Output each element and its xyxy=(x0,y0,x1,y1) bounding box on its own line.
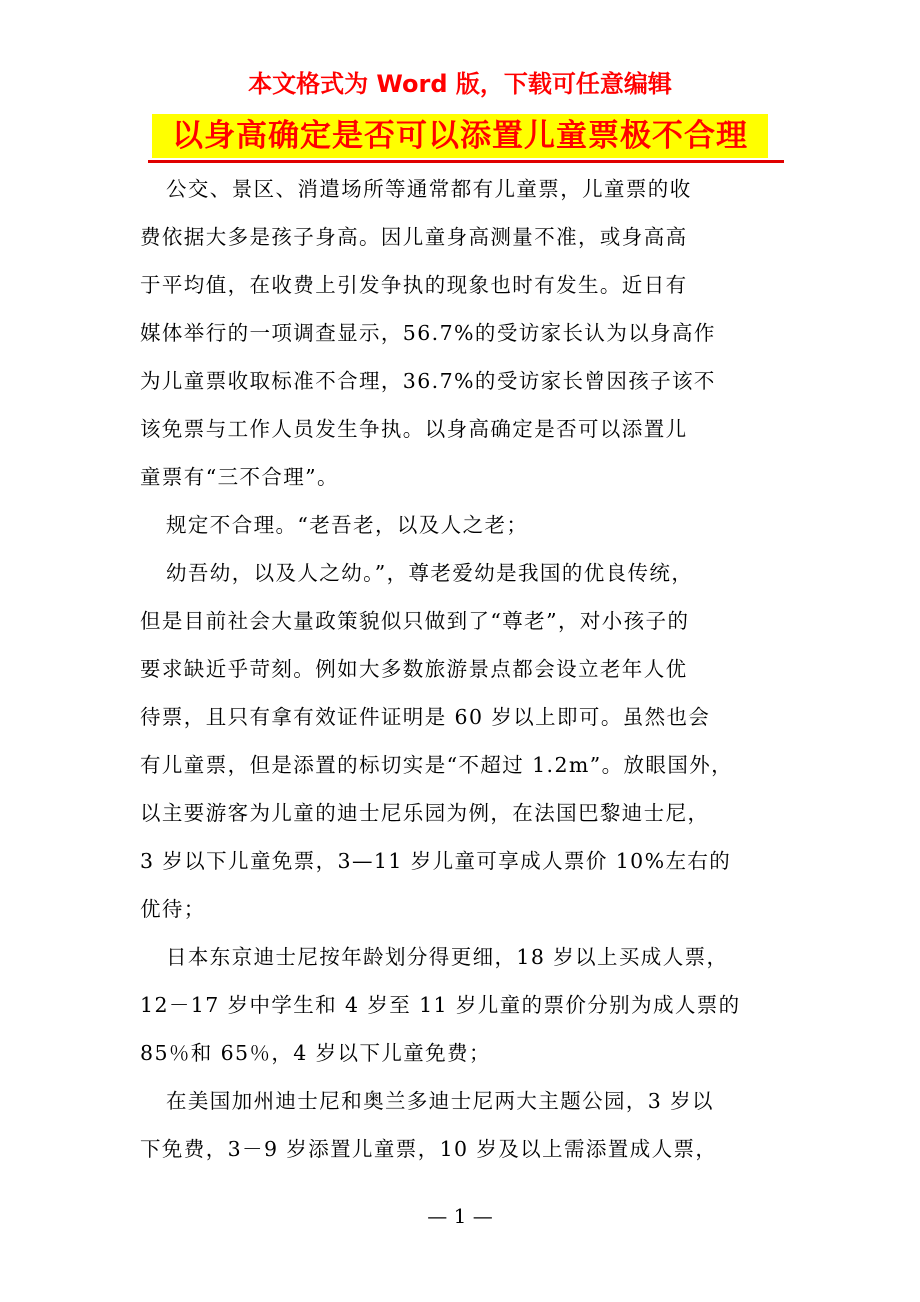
paragraph-line: 幼吾幼，以及人之幼。”，尊老爱幼是我国的优良传统， xyxy=(166,561,694,585)
paragraph-line: 媒体举行的一项调查显示，56.7%的受访家长认为以身高作 xyxy=(140,321,716,345)
paragraph-line: 为儿童票收取标准不合理，36.7%的受访家长曾因孩子该不 xyxy=(140,369,716,393)
paragraph-line: 优待； xyxy=(140,897,206,921)
format-notice: 本文格式为 Word 版，下载可任意编辑 xyxy=(248,70,672,98)
paragraph-line: 以主要游客为儿童的迪士尼乐园为例，在法国巴黎迪士尼， xyxy=(140,801,710,825)
title-underline xyxy=(148,114,784,163)
paragraph-line: 该免票与工作人员发生争执。以身高确定是否可以添置儿 xyxy=(140,417,688,441)
document-body xyxy=(140,168,780,1176)
paragraph-line: 下免费，3－9 岁添置儿童票，10 岁及以上需添置成人票， xyxy=(140,1137,718,1161)
paragraph-line: 童票有“三不合理”。 xyxy=(140,465,339,489)
paragraph-line: 费依据大多是孩子身高。因儿童身高测量不准，或身高高 xyxy=(140,225,688,249)
paragraph-line: 规定不合理。“老吾老，以及人之老； xyxy=(166,513,529,537)
document-title: 以身高确定是否可以添置儿童票极不合理 xyxy=(152,114,768,158)
paragraph-line: 85％和 65％，4 岁以下儿童免费； xyxy=(140,1041,491,1065)
paragraph-line: 待票，且只有拿有效证件证明是 60 岁以上即可。虽然也会 xyxy=(140,705,711,729)
page-number: — 1 — xyxy=(427,1204,493,1228)
paragraph-line: 在美国加州迪士尼和奥兰多迪士尼两大主题公园，3 岁以 xyxy=(166,1089,714,1113)
paragraph-line: 要求缺近乎苛刻。例如大多数旅游景点都会设立老年人优 xyxy=(140,657,688,681)
paragraph-line: 但是目前社会大量政策貌似只做到了“尊老”，对小孩子的 xyxy=(140,609,690,633)
paragraph-line: 于平均值，在收费上引发争执的现象也时有发生。近日有 xyxy=(140,273,688,297)
paragraph-line: 有儿童票，但是添置的标切实是“不超过 1.2m”。放眼国外， xyxy=(140,753,734,777)
paragraph-line: 12－17 岁中学生和 4 岁至 11 岁儿童的票价分别为成人票的 xyxy=(140,993,741,1017)
paragraph-line: 日本东京迪士尼按年龄划分得更细，18 岁以上买成人票， xyxy=(166,945,729,969)
paragraph-line: 公交、景区、消遣场所等通常都有儿童票，儿童票的收 xyxy=(166,177,692,201)
paragraph-line: 3 岁以下儿童免票，3—11 岁儿童可享成人票价 10%左右的 xyxy=(140,849,732,873)
